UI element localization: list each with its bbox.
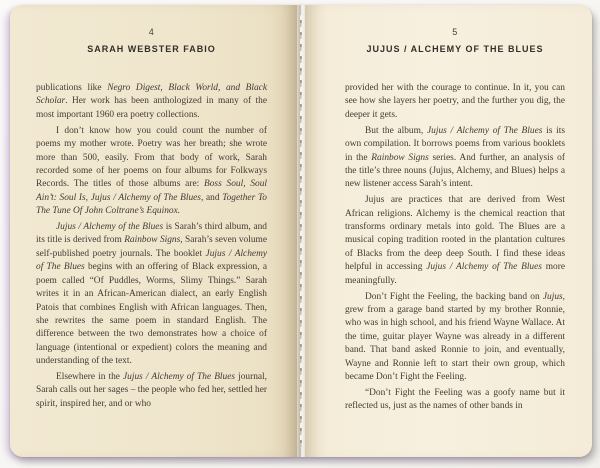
paragraph [36, 221, 267, 368]
italic-text-run: Jujus / Alchemy of The Blues [427, 125, 543, 136]
italic-text-run: Together To The Tune Of John Coltrane’s Equinox. [36, 192, 267, 217]
italic-text-run: Rainbow Signs [124, 235, 181, 246]
text-run: , grew from a garage band started by my brother Ronnie, who was in high school, and his friend Wayne Wallace. At the time, guitar player Wayne was already in a different band. That band asked Ronnie to join, and eventually, Wayne and Ronnie left to start their own group, which became Don’t Fight the Feeling. [345, 291, 565, 383]
text-run: journal, Sarah calls out her sages – the people who fed her, settled her spirit, inspired her, and or who [36, 372, 267, 409]
italic-text-run: Rainbow Signs [371, 152, 429, 163]
text-run: . Her work has been anthologized in many of the most important 1960 era poetry collections. [36, 96, 267, 120]
text-run: Jujus are practices that are derived from West African religions. Alchemy is the chemical reaction that transforms ordinary metals into gold. The Blues are a musical coping tradition rooted in the plantation cultures of Blacks from the deep deep South. I find these ideas helpful in accessing [345, 195, 565, 273]
text-run: more meaningfully. [345, 262, 565, 286]
text-run: begins with an offering of Black expression, a poem called “Of Puddles, Worms, Slimy Things.” Sarah writes it in an African-American dialect, an early English Patois that combines English with African languages. Then, she rewrites the same poem in standard English. The difference between the two demonstrates how a choice of language (intentional or expedient) colors the meaning and understanding of the text. [36, 262, 267, 367]
italic-text-run: Jujus [542, 291, 563, 302]
page-number: 5 [452, 27, 458, 37]
text-run: “Don’t Fight the Feeling was a goofy name but it reflected us, just as the names of other bands in [345, 387, 565, 412]
running-head: SARAH WEBSTER FABIO [87, 44, 216, 54]
paragraph [345, 194, 565, 288]
italic-text-run: Jujus / Alchemy of the Blues [56, 222, 164, 233]
left-page [10, 5, 297, 457]
text-run: provided her with the courage to continue. In it, you can see how she layers her poetry, and the further you dig, the deeper it gets. [345, 83, 565, 120]
text-run: I don’t know how you could count the number of poems my mother wrote. Poetry was her breath; she wrote more than 500, easily. From that body of work, Sarah recorded some of her poems on four albums for Folkways Records. The titles of those albums are: [36, 125, 267, 190]
left-page-text [36, 82, 267, 411]
book-spine-gutter [297, 5, 305, 457]
right-page [305, 5, 592, 457]
text-run: publications like [36, 83, 108, 93]
italic-text-run: Negro Digest, Black World, and Black Scholar [36, 83, 267, 107]
paragraph [345, 82, 565, 122]
paragraph [36, 125, 267, 219]
binding-stitches [300, 15, 302, 447]
italic-text-run: Jujus / Alchemy of The Blues [123, 372, 236, 383]
running-head: JUJUS / ALCHEMY OF THE BLUES [366, 44, 544, 54]
text-run: , Sarah’s seven volume self-published poetry journals. The booklet [36, 235, 267, 259]
right-page-header [345, 27, 565, 54]
text-run: Elsewhere in the [56, 372, 123, 383]
text-run: Don’t Fight the Feeling, the backing band on [365, 291, 543, 302]
paragraph [36, 371, 267, 411]
text-run: series. And further, an analysis of the title’s three nouns (Jujus, Alchemy, and Blues) helps a new listener access Sarah’s intent. [345, 152, 565, 190]
paragraph [345, 387, 565, 414]
text-run: But the album, [365, 125, 427, 136]
paragraph [345, 125, 565, 192]
italic-text-run: Jujus / Alchemy of The Blues [36, 248, 268, 273]
text-run: and [203, 192, 223, 203]
text-run: is Sarah’s third album, and its title is derived from [36, 222, 267, 246]
italic-text-run: Boss Soul, Soul Ain’t: Soul Is, Jujus / Alchemy of The Blues, [36, 179, 267, 203]
page-number: 4 [148, 27, 155, 37]
paragraph [36, 82, 267, 122]
open-book [10, 5, 592, 457]
italic-text-run: Jujus / Alchemy of The Blues [426, 262, 542, 273]
paragraph [345, 291, 565, 385]
text-run: is its own compilation. It borrows poems from various booklets in the [345, 125, 565, 163]
left-page-header [36, 27, 267, 54]
right-page-text [345, 82, 565, 414]
